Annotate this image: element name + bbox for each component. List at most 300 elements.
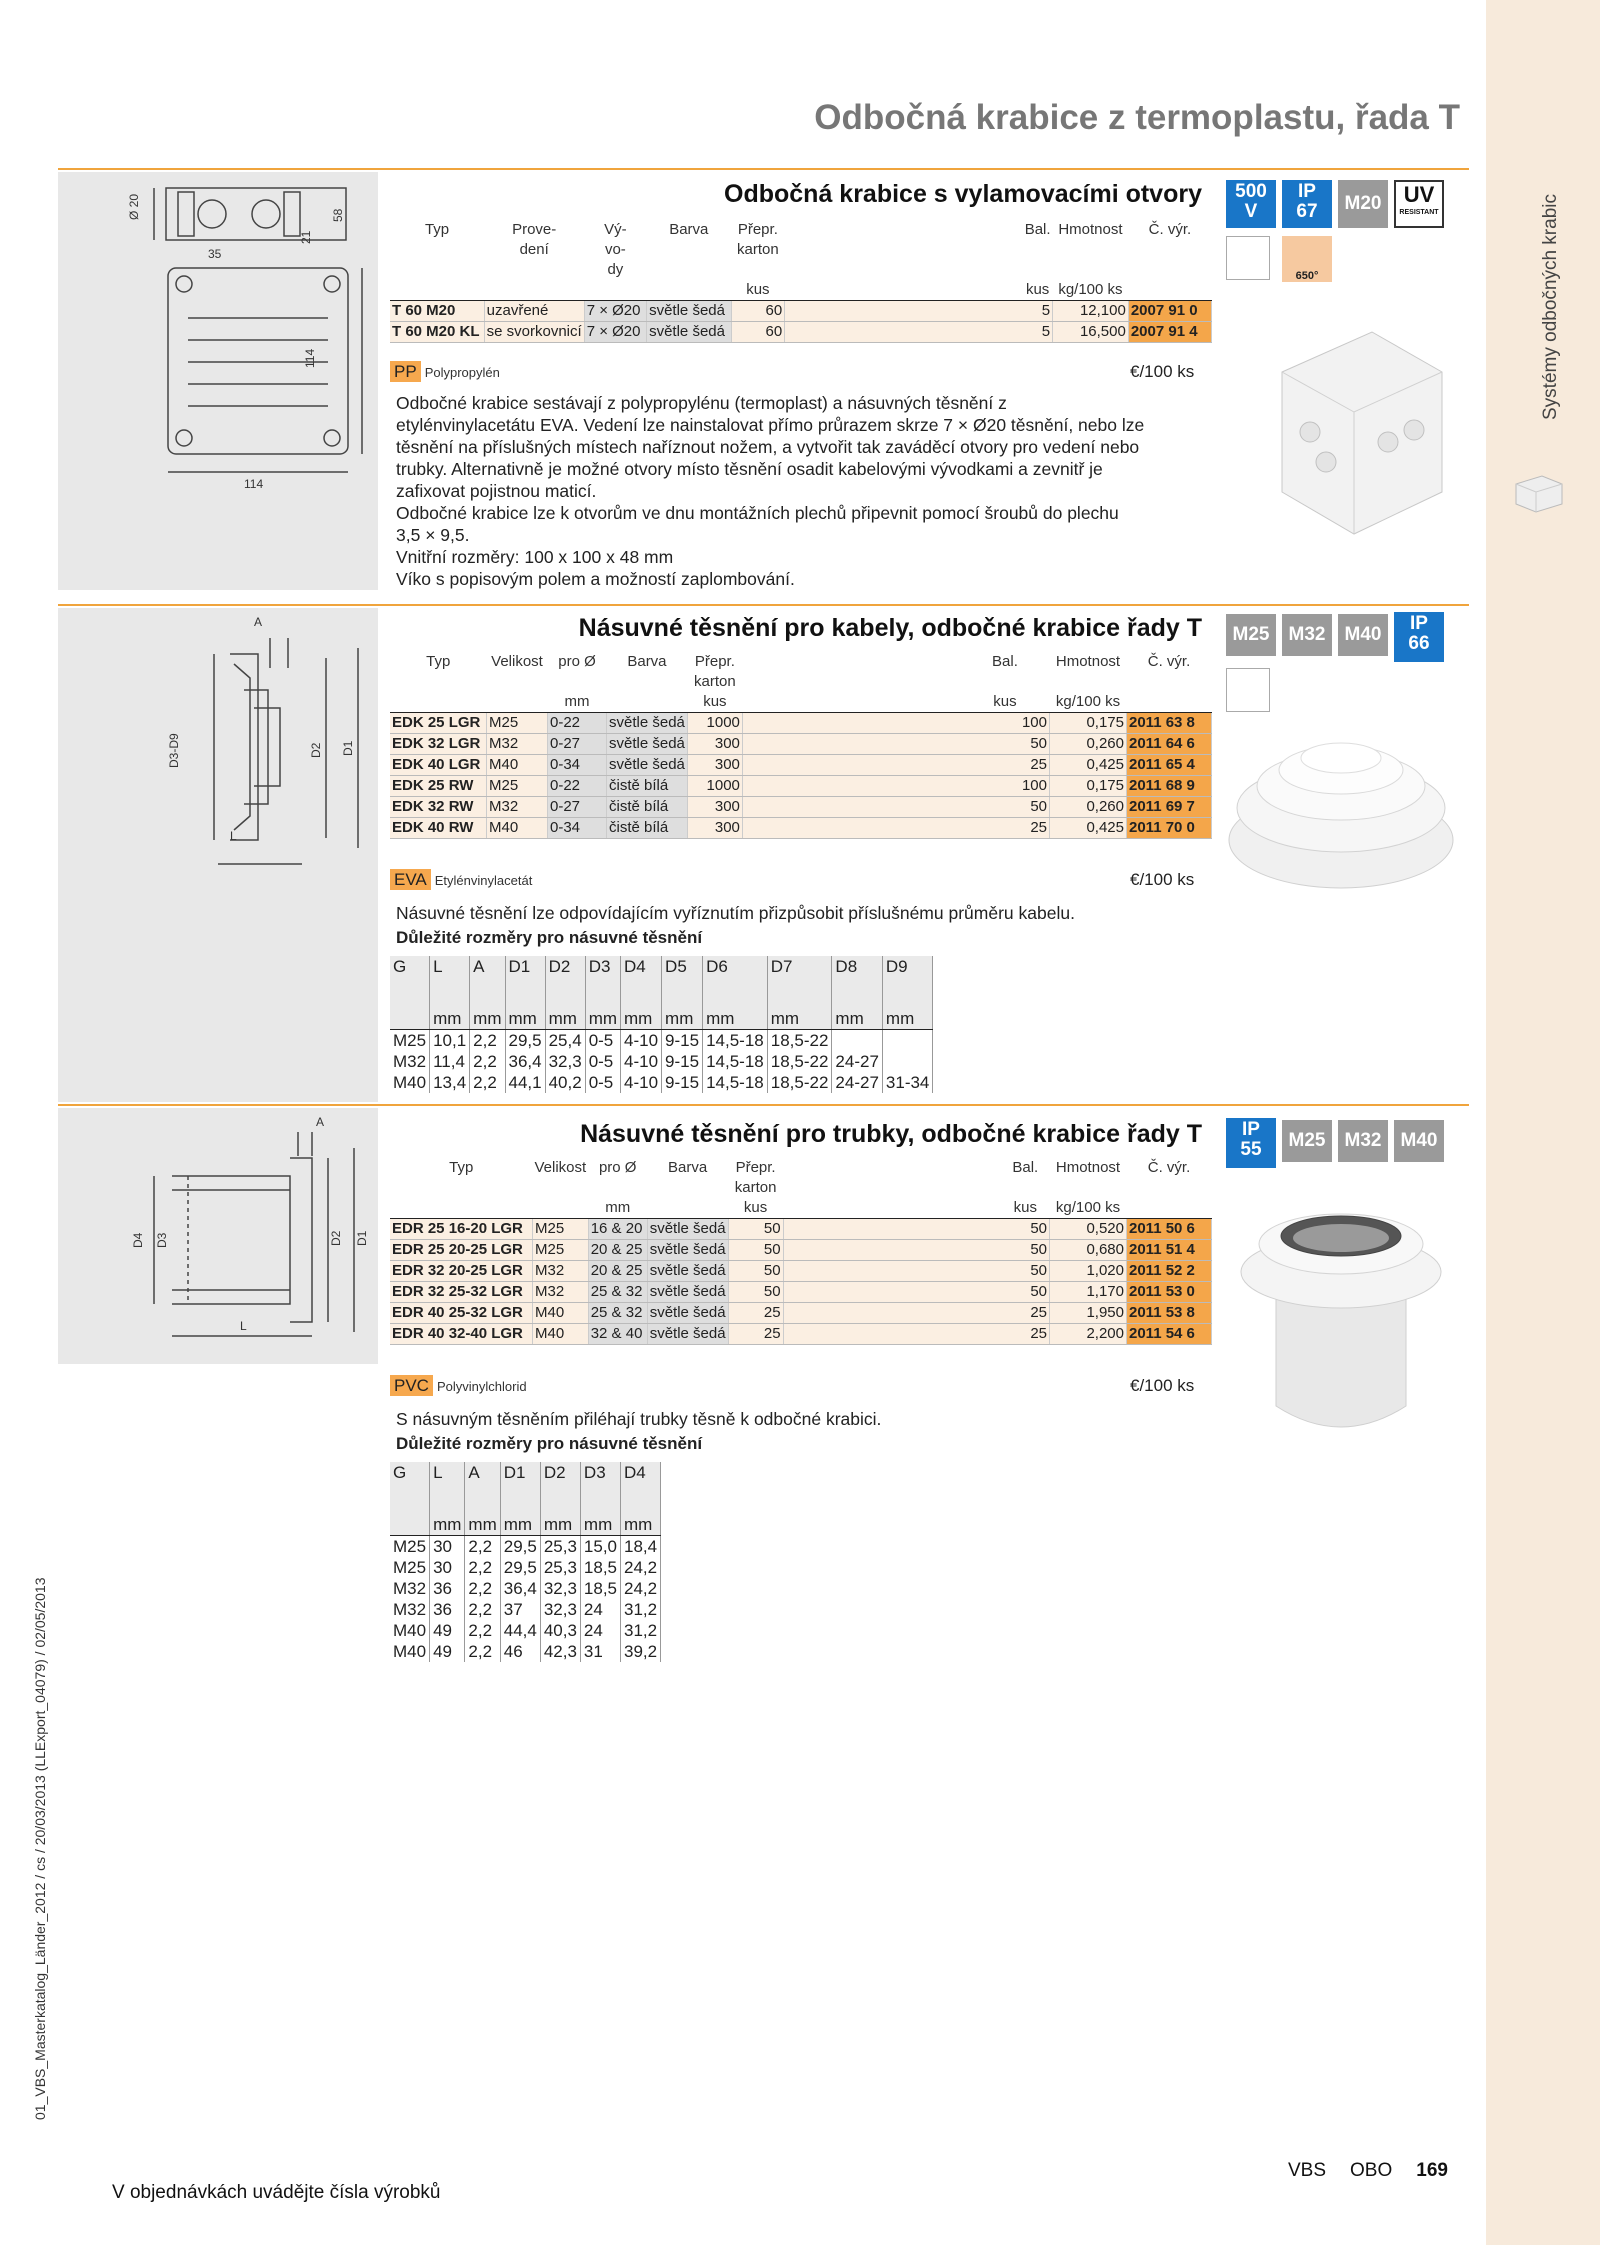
table-row-cell: 60 bbox=[731, 301, 785, 322]
table-row-cell: 0,520 bbox=[1050, 1219, 1127, 1240]
table-row-cell: světle šedá bbox=[647, 301, 731, 322]
table-row bbox=[390, 776, 1212, 797]
dim-d2: D2 bbox=[329, 1230, 343, 1246]
table-header-cell: Hmotnost bbox=[1055, 1159, 1121, 1176]
technical-drawing-box bbox=[58, 608, 378, 1102]
dim-header-cell: D3 bbox=[580, 1462, 620, 1514]
dim-row-cell: 18,5 bbox=[580, 1557, 620, 1578]
dim-d3-d9: D3-D9 bbox=[167, 733, 181, 768]
dim-row-cell: 36,4 bbox=[505, 1051, 545, 1072]
dim-units-cell: mm bbox=[703, 1008, 768, 1030]
table-header-cell: Typ bbox=[426, 653, 451, 670]
product-table bbox=[390, 652, 1212, 839]
page-title: Odbočná krabice z termoplastu, řada T bbox=[814, 98, 1460, 137]
table-row-cell: 50 bbox=[783, 1261, 1049, 1282]
dim-units-cell: mm bbox=[505, 1008, 545, 1030]
table-row-cell: světle šedá bbox=[607, 734, 688, 755]
m32-badge: M32 bbox=[1282, 614, 1332, 656]
dim-d1: D1 bbox=[355, 1230, 369, 1246]
table-header-cell: pro Ø bbox=[598, 1159, 637, 1176]
dim-row-cell: 24 bbox=[580, 1620, 620, 1641]
junction-box-photo bbox=[1262, 312, 1452, 542]
table-row-cell: 0,175 bbox=[1050, 776, 1127, 797]
dim-row-cell: 11,4 bbox=[430, 1051, 470, 1072]
dim-row-cell: 29,5 bbox=[500, 1536, 540, 1558]
halogen-free-icon bbox=[1226, 236, 1270, 280]
dim-row-cell: 2,2 bbox=[465, 1620, 500, 1641]
table-row-cell: 300 bbox=[687, 734, 742, 755]
table-row bbox=[390, 301, 1212, 322]
dim-row-cell: 31 bbox=[580, 1641, 620, 1662]
table-row-cell: čistě bílá bbox=[607, 797, 688, 818]
table-row-cell: 50 bbox=[742, 797, 1049, 818]
dim-row-cell: M32 bbox=[390, 1578, 430, 1599]
dim-units-cell bbox=[390, 1008, 430, 1030]
table-units-cell bbox=[647, 280, 731, 301]
product-table bbox=[390, 1158, 1212, 1345]
dim-row-cell: 14,5-18 bbox=[703, 1051, 768, 1072]
cable-seal-drawing bbox=[58, 608, 378, 1102]
table-row-cell: 0-34 bbox=[548, 818, 607, 839]
table-units bbox=[390, 280, 1212, 301]
section-title: Násuvné těsnění pro kabely, odbočné krabice řady T bbox=[578, 614, 1202, 642]
description-line: etylénvinylacetátu EVA. Vedení lze nainstalovat přímo průrazem skrze 7 × Ø20 těsnění, nebo lze bbox=[396, 415, 1145, 435]
dim-row-cell: M32 bbox=[390, 1051, 430, 1072]
table-row-cell: 0,260 bbox=[1050, 734, 1127, 755]
dim-units-cell: mm bbox=[545, 1008, 585, 1030]
description-line: Víko s popisovým polem a možností zaplombování. bbox=[396, 569, 795, 589]
product-description bbox=[396, 392, 1206, 590]
dim-row-cell: 29,5 bbox=[505, 1030, 545, 1052]
m25-badge: M25 bbox=[1226, 614, 1276, 656]
table-row-cell: 50 bbox=[728, 1240, 783, 1261]
dim-units-cell: mm bbox=[662, 1008, 703, 1030]
dim-row bbox=[390, 1578, 661, 1599]
table-row-cell: 2007 91 4 bbox=[1128, 322, 1211, 343]
dim-a: A bbox=[254, 615, 263, 629]
table-row-cell: 2011 54 6 bbox=[1127, 1324, 1212, 1345]
cable-seal-photo bbox=[1226, 730, 1456, 890]
box-drawing bbox=[58, 172, 378, 590]
dim-header-cell: L bbox=[430, 1462, 465, 1514]
table-header-cell: Č. výr. bbox=[1147, 653, 1191, 670]
table-header-cell: Velikost bbox=[534, 1159, 587, 1176]
dim-row-cell: 25,3 bbox=[540, 1557, 580, 1578]
dim-row-cell: 36 bbox=[430, 1599, 465, 1620]
table-row-cell: 50 bbox=[728, 1219, 783, 1240]
dim-row-cell: 49 bbox=[430, 1641, 465, 1662]
dim-a: A bbox=[316, 1115, 325, 1129]
price-unit: €/100 ks bbox=[1130, 870, 1195, 889]
table-row-cell: světle šedá bbox=[647, 1219, 728, 1240]
table-row-cell: 5 bbox=[785, 322, 1053, 343]
table-header-cell: Bal. bbox=[1024, 221, 1051, 238]
product-table bbox=[390, 220, 1212, 343]
dim-units bbox=[390, 1514, 661, 1536]
table-row bbox=[390, 818, 1212, 839]
table-row-cell: 300 bbox=[687, 818, 742, 839]
table-row-cell: světle šedá bbox=[647, 1240, 728, 1261]
table-row-cell: 25 bbox=[742, 818, 1049, 839]
dim-114-width: 114 bbox=[244, 477, 264, 491]
dim-l: L bbox=[240, 1319, 247, 1333]
table-row-cell: 5 bbox=[785, 301, 1053, 322]
dim-row-cell: 2,2 bbox=[465, 1536, 500, 1558]
table-units bbox=[390, 1198, 1212, 1219]
table-row-cell: 20 & 25 bbox=[588, 1240, 647, 1261]
dim-row-cell: M40 bbox=[390, 1620, 430, 1641]
table-row-cell: EDK 25 LGR bbox=[390, 713, 487, 734]
table-row-cell: 16,500 bbox=[1053, 322, 1129, 343]
dim-row-cell: 31-34 bbox=[882, 1072, 932, 1093]
table-row-cell: 300 bbox=[687, 755, 742, 776]
table-row-cell: 7 × Ø20 bbox=[584, 301, 646, 322]
table-units-cell bbox=[607, 692, 688, 713]
dim-units-cell: mm bbox=[540, 1514, 580, 1536]
dim-row-cell: M40 bbox=[390, 1072, 430, 1093]
dim-21: 21 bbox=[299, 230, 313, 244]
table-units-cell bbox=[390, 692, 487, 713]
dim-units bbox=[390, 1008, 933, 1030]
dim-row-cell: 18,5-22 bbox=[767, 1072, 832, 1093]
description-line: Odbočné krabice sestávají z polypropylénu (termoplast) a násuvných těsnění z bbox=[396, 393, 1007, 413]
price-unit: €/100 ks bbox=[1130, 1376, 1195, 1395]
table-row bbox=[390, 797, 1212, 818]
table-units-cell: kg/100 ks bbox=[1050, 692, 1127, 713]
table-header-cell: Přepr. karton bbox=[694, 653, 736, 690]
product-description: S násuvným těsněním přiléhají trubky těsně k odbočné krabici. bbox=[396, 1409, 882, 1429]
table-row-cell: 7 × Ø20 bbox=[584, 322, 646, 343]
table-row bbox=[390, 1324, 1212, 1345]
table-units-cell bbox=[390, 1198, 533, 1219]
dim-units-cell: mm bbox=[621, 1514, 661, 1536]
table-row-cell: 25 & 32 bbox=[588, 1303, 647, 1324]
dim-header-cell: D9 bbox=[882, 956, 932, 1008]
dim-header-cell: A bbox=[465, 1462, 500, 1514]
table-row-cell: 2011 70 0 bbox=[1127, 818, 1212, 839]
description-line: těsnění na příslušných místech naříznout nožem, a vytvořit tak zaváděcí otvory pro vedení nebo bbox=[396, 437, 1140, 457]
table-row bbox=[390, 734, 1212, 755]
dim-header-cell: A bbox=[470, 956, 505, 1008]
table-row-cell: 2011 53 8 bbox=[1127, 1303, 1212, 1324]
table-row-cell: M40 bbox=[487, 818, 548, 839]
section-divider bbox=[58, 604, 1469, 606]
table-row-cell: 2011 63 8 bbox=[1127, 713, 1212, 734]
section-divider bbox=[58, 1104, 1469, 1106]
dim-row-cell: 2,2 bbox=[470, 1072, 505, 1093]
table-header-cell: Typ bbox=[424, 221, 450, 238]
dim-row-cell: 32,3 bbox=[540, 1578, 580, 1599]
dim-row bbox=[390, 1641, 661, 1662]
dim-row-cell: 13,4 bbox=[430, 1072, 470, 1093]
table-row-cell: 50 bbox=[728, 1282, 783, 1303]
table-row-cell: 2007 91 0 bbox=[1128, 301, 1211, 322]
dim-header bbox=[390, 1462, 661, 1514]
table-row-cell: M32 bbox=[533, 1261, 589, 1282]
material-label: PP Polypropylén bbox=[390, 362, 500, 382]
table-row-cell: čistě bílá bbox=[607, 776, 688, 797]
dim-row-cell: 44,4 bbox=[500, 1620, 540, 1641]
dim-header-cell: D4 bbox=[621, 956, 662, 1008]
footer-brand: VBS OBO 169 bbox=[1288, 2160, 1448, 2181]
table-header-cell: Bal. bbox=[1012, 1159, 1039, 1176]
table-row-cell: 2011 53 0 bbox=[1127, 1282, 1212, 1303]
dim-row-cell: 9-15 bbox=[662, 1072, 703, 1093]
dim-units-cell: mm bbox=[500, 1514, 540, 1536]
table-header-cell: Přepr. karton bbox=[734, 1159, 777, 1196]
table-row-cell: 1000 bbox=[687, 776, 742, 797]
dim-row-cell: 9-15 bbox=[662, 1030, 703, 1052]
dim-l: L bbox=[230, 829, 237, 843]
dim-units-cell: mm bbox=[430, 1514, 465, 1536]
ip55-badge: IP 55 bbox=[1226, 1118, 1276, 1168]
table-row bbox=[390, 1303, 1212, 1324]
m40-badge: M40 bbox=[1338, 614, 1388, 656]
table-row-cell: 2011 64 6 bbox=[1127, 734, 1212, 755]
table-row-cell: 0,425 bbox=[1050, 818, 1127, 839]
dim-units-cell bbox=[390, 1514, 430, 1536]
table-row bbox=[390, 322, 1212, 343]
dim-row-cell: 4-10 bbox=[621, 1030, 662, 1052]
dim-row-cell: 15,0 bbox=[580, 1536, 620, 1558]
dim-row-cell: M32 bbox=[390, 1599, 430, 1620]
table-header-cell: Typ bbox=[449, 1159, 474, 1176]
table-row-cell: 25 bbox=[783, 1324, 1049, 1345]
dim-row-cell: 49 bbox=[430, 1620, 465, 1641]
dim-row-cell: 24,2 bbox=[621, 1557, 661, 1578]
table-header-cell: Barva bbox=[669, 221, 709, 238]
dim-header-cell: D7 bbox=[767, 956, 832, 1008]
dim-row-cell: 2,2 bbox=[465, 1641, 500, 1662]
dim-row-cell: 2,2 bbox=[470, 1030, 505, 1052]
dim-row-cell: 36,4 bbox=[500, 1578, 540, 1599]
table-row-cell: M32 bbox=[487, 734, 548, 755]
table-row-cell: 0-27 bbox=[548, 797, 607, 818]
table-row-cell: EDR 25 20-25 LGR bbox=[390, 1240, 533, 1261]
description-line: zafixovat pojistnou maticí. bbox=[396, 481, 597, 501]
table-header-cell: Hmotnost bbox=[1058, 221, 1123, 238]
dim-row bbox=[390, 1030, 933, 1052]
dim-row-cell: 39,2 bbox=[621, 1641, 661, 1662]
table-header-cell: Č. výr. bbox=[1147, 1159, 1191, 1176]
table-row-cell: čistě bílá bbox=[607, 818, 688, 839]
table-units bbox=[390, 692, 1212, 713]
m20-badge: M20 bbox=[1338, 180, 1388, 228]
table-header-cell: Bal. bbox=[992, 653, 1018, 670]
table-units-cell: mm bbox=[548, 692, 607, 713]
dim-row-cell: 14,5-18 bbox=[703, 1030, 768, 1052]
dim-d2: D2 bbox=[309, 742, 323, 758]
table-row-cell: 2011 52 2 bbox=[1127, 1261, 1212, 1282]
table-row bbox=[390, 755, 1212, 776]
table-row bbox=[390, 1282, 1212, 1303]
table-header-cell: Velikost bbox=[491, 653, 543, 670]
table-units-cell: kus bbox=[687, 692, 742, 713]
dim-58: 58 bbox=[331, 208, 345, 222]
table-units-cell: kus bbox=[785, 280, 1053, 301]
table-row-cell: EDR 32 20-25 LGR bbox=[390, 1261, 533, 1282]
dim-row-cell: 0-5 bbox=[585, 1030, 620, 1052]
dim-row-cell: 25,4 bbox=[545, 1030, 585, 1052]
dim-row-cell: 37 bbox=[500, 1599, 540, 1620]
dim-header-cell: D1 bbox=[500, 1462, 540, 1514]
dim-row-cell: 24-27 bbox=[832, 1072, 882, 1093]
dim-114-height: 114 bbox=[303, 348, 317, 368]
table-row bbox=[390, 1240, 1212, 1261]
dim-row bbox=[390, 1557, 661, 1578]
section-divider bbox=[58, 168, 1469, 170]
dim-row-cell bbox=[882, 1051, 932, 1072]
table-header-cell: pro Ø bbox=[558, 653, 596, 670]
voltage-badge: 500 V bbox=[1226, 180, 1276, 228]
table-row-cell: světle šedá bbox=[647, 1324, 728, 1345]
table-row-cell: 50 bbox=[783, 1282, 1049, 1303]
table-units-cell bbox=[647, 1198, 728, 1219]
table-row-cell: 0,260 bbox=[1050, 797, 1127, 818]
table-row-cell: M25 bbox=[533, 1240, 589, 1261]
table-units-cell: kus bbox=[728, 1198, 783, 1219]
dim-row bbox=[390, 1536, 661, 1558]
conduit-seal-drawing bbox=[58, 1108, 378, 1364]
dim-units-cell: mm bbox=[882, 1008, 932, 1030]
dim-row-cell bbox=[832, 1030, 882, 1052]
dim-row-cell: M25 bbox=[390, 1557, 430, 1578]
table-header bbox=[390, 1158, 1212, 1198]
table-row-cell: 1,950 bbox=[1050, 1303, 1127, 1324]
dim-row-cell: 46 bbox=[500, 1641, 540, 1662]
table-row-cell: T 60 M20 KL bbox=[390, 322, 484, 343]
ip66-badge: IP 66 bbox=[1394, 612, 1444, 662]
dim-row bbox=[390, 1072, 933, 1093]
table-header-cell: Barva bbox=[668, 1159, 708, 1176]
table-row-cell: EDK 32 LGR bbox=[390, 734, 487, 755]
table-units-cell bbox=[1127, 1198, 1212, 1219]
dim-row-cell: 0-5 bbox=[585, 1072, 620, 1093]
table-row-cell: M32 bbox=[533, 1282, 589, 1303]
dim-row-cell: M25 bbox=[390, 1030, 430, 1052]
dim-row-cell: M25 bbox=[390, 1536, 430, 1558]
dim-header-cell: D6 bbox=[703, 956, 768, 1008]
table-row-cell: EDK 40 LGR bbox=[390, 755, 487, 776]
table-row-cell: 16 & 20 bbox=[588, 1219, 647, 1240]
dim-row-cell: 2,2 bbox=[465, 1599, 500, 1620]
table-units-cell: mm bbox=[588, 1198, 647, 1219]
description-line: Odbočné krabice lze k otvorům ve dnu montážních plechů připevnit pomocí šroubů do plechu bbox=[396, 503, 1119, 523]
table-row-cell: 0,425 bbox=[1050, 755, 1127, 776]
table-row-cell: 100 bbox=[742, 776, 1049, 797]
table-row-cell: 1,170 bbox=[1050, 1282, 1127, 1303]
table-row-cell: M40 bbox=[487, 755, 548, 776]
dim-row-cell bbox=[882, 1030, 932, 1052]
table-row-cell: 25 bbox=[742, 755, 1049, 776]
material-label: PVC Polyvinylchlorid bbox=[390, 1376, 527, 1396]
m32-badge: M32 bbox=[1338, 1120, 1388, 1162]
dim-row-cell: 18,5-22 bbox=[767, 1051, 832, 1072]
table-row-cell: se svorkovnicí bbox=[484, 322, 584, 343]
table-row-cell: 20 & 25 bbox=[588, 1261, 647, 1282]
ip67-badge: IP 67 bbox=[1282, 180, 1332, 228]
table-row-cell: EDK 40 RW bbox=[390, 818, 487, 839]
description-line: trubky. Alternativně je možné otvory místo těsnění osadit kabelovými vývodkami a zevnitř je bbox=[396, 459, 1103, 479]
table-row bbox=[390, 1219, 1212, 1240]
technical-drawing-box bbox=[58, 172, 378, 590]
dim-row-cell: 24,2 bbox=[621, 1578, 661, 1599]
table-units-cell: kg/100 ks bbox=[1050, 1198, 1127, 1219]
dimensions-title: Důležité rozměry pro násuvné těsnění bbox=[396, 928, 703, 947]
dimensions-table bbox=[390, 1462, 661, 1662]
m40-badge: M40 bbox=[1394, 1120, 1444, 1162]
table-units-cell bbox=[487, 692, 548, 713]
technical-drawing-box bbox=[58, 1108, 378, 1364]
table-units-cell: kg/100 ks bbox=[1053, 280, 1129, 301]
table-row-cell: 0-34 bbox=[548, 755, 607, 776]
table-header-cell: Č. výr. bbox=[1148, 221, 1192, 238]
table-row-cell: světle šedá bbox=[647, 322, 731, 343]
dim-units-cell: mm bbox=[767, 1008, 832, 1030]
table-header-cell: Přepr. karton bbox=[737, 221, 779, 258]
table-row-cell: 2011 50 6 bbox=[1127, 1219, 1212, 1240]
table-row-cell: 2,200 bbox=[1050, 1324, 1127, 1345]
dim-row-cell: 24 bbox=[580, 1599, 620, 1620]
table-row-cell: 2011 68 9 bbox=[1127, 776, 1212, 797]
table-row-cell: 0,680 bbox=[1050, 1240, 1127, 1261]
dim-row-cell: 29,5 bbox=[500, 1557, 540, 1578]
dim-header-cell: L bbox=[430, 956, 470, 1008]
dim-row-cell: 36 bbox=[430, 1578, 465, 1599]
table-row bbox=[390, 1261, 1212, 1282]
table-row-cell: 25 & 32 bbox=[588, 1282, 647, 1303]
table-row-cell: 50 bbox=[728, 1261, 783, 1282]
dim-header bbox=[390, 956, 933, 1008]
table-row-cell: světle šedá bbox=[647, 1261, 728, 1282]
dim-row-cell: 31,2 bbox=[621, 1620, 661, 1641]
dim-row-cell: 2,2 bbox=[465, 1578, 500, 1599]
table-row-cell: EDR 32 25-32 LGR bbox=[390, 1282, 533, 1303]
table-row-cell: 50 bbox=[742, 734, 1049, 755]
dim-row-cell: 18,5 bbox=[580, 1578, 620, 1599]
dim-header-cell: D3 bbox=[585, 956, 620, 1008]
table-row-cell: EDR 40 25-32 LGR bbox=[390, 1303, 533, 1324]
table-row-cell: 50 bbox=[783, 1240, 1049, 1261]
dim-d3: D3 bbox=[155, 1232, 169, 1248]
dim-row-cell: 2,2 bbox=[470, 1051, 505, 1072]
section-title: Odbočná krabice s vylamovacími otvory bbox=[724, 180, 1202, 208]
m25-badge: M25 bbox=[1282, 1120, 1332, 1162]
table-units-cell bbox=[484, 280, 584, 301]
table-row-cell: M40 bbox=[533, 1324, 589, 1345]
table-header-cell: Barva bbox=[627, 653, 667, 670]
dim-row-cell: 18,4 bbox=[621, 1536, 661, 1558]
table-row-cell: EDK 25 RW bbox=[390, 776, 487, 797]
table-row-cell: M32 bbox=[487, 797, 548, 818]
dim-header-cell: D1 bbox=[505, 956, 545, 1008]
table-row-cell: 2011 65 4 bbox=[1127, 755, 1212, 776]
table-row-cell: 25 bbox=[783, 1303, 1049, 1324]
description-line: 3,5 × 9,5. bbox=[396, 525, 470, 545]
table-row-cell: světle šedá bbox=[607, 755, 688, 776]
dim-row-cell: 30 bbox=[430, 1557, 465, 1578]
material-label: EVA Etylénvinylacetát bbox=[390, 870, 532, 890]
dim-row-cell: 10,1 bbox=[430, 1030, 470, 1052]
table-header bbox=[390, 652, 1212, 692]
dim-row-cell: 0-5 bbox=[585, 1051, 620, 1072]
table-row-cell: 0,175 bbox=[1050, 713, 1127, 734]
dim-35: 35 bbox=[208, 247, 222, 261]
table-row-cell: světle šedá bbox=[647, 1282, 728, 1303]
dim-row-cell: 32,3 bbox=[540, 1599, 580, 1620]
table-header-cell: Hmotnost bbox=[1055, 653, 1121, 670]
description-line: Vnitřní rozměry: 100 x 100 x 48 mm bbox=[396, 547, 674, 567]
